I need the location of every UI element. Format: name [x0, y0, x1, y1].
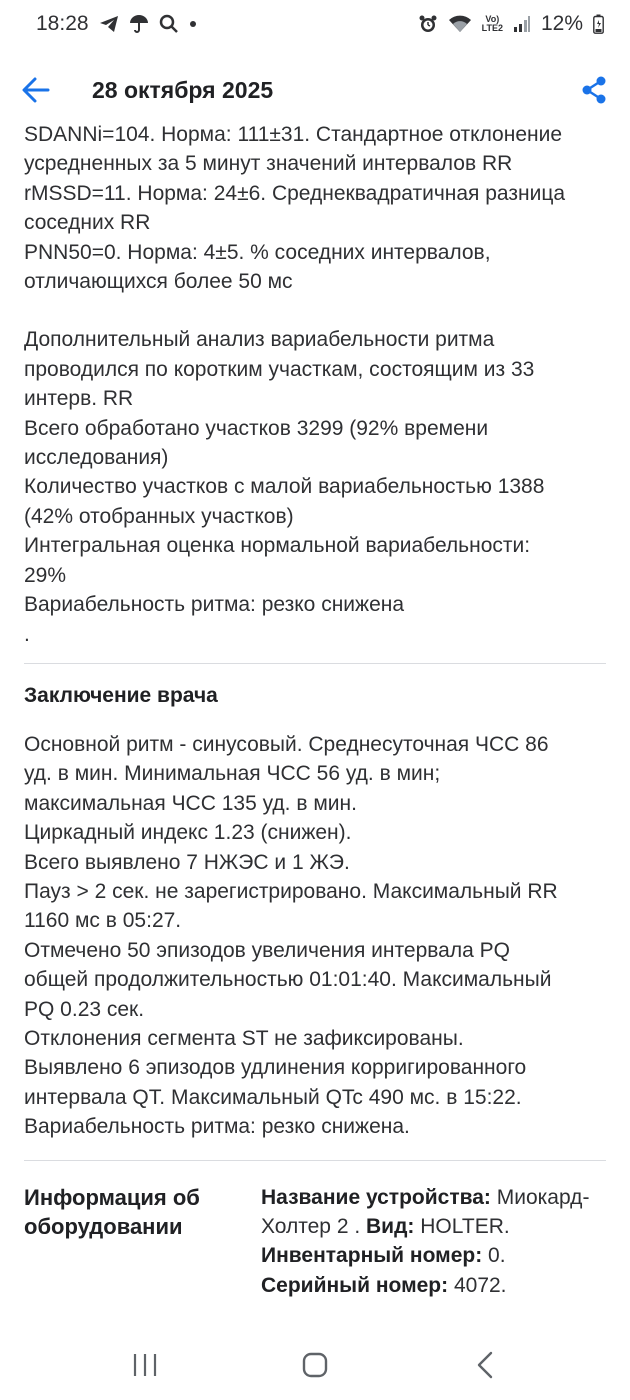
- serial-label: Серийный номер:: [261, 1273, 449, 1297]
- conclusion-line: общей продолжительностью 01:01:40. Максимальный: [24, 968, 552, 992]
- report-body: [24, 122, 606, 1300]
- home-button[interactable]: [291, 1341, 339, 1389]
- inventory-label: Инвентарный номер:: [261, 1244, 483, 1268]
- conclusion-line: Всего выявлено 7 НЖЭС и 1 ЖЭ.: [24, 850, 350, 874]
- equipment-title: Информация об оборудовании: [24, 1184, 200, 1239]
- equipment-section: [24, 1183, 606, 1301]
- share-icon: [581, 76, 607, 104]
- battery-percent: 12%: [540, 12, 583, 35]
- hrv-analysis: [24, 325, 606, 648]
- section-divider: [24, 1160, 606, 1161]
- spacer: [24, 296, 606, 325]
- analysis-line: Количество участков с малой вариабельностью 1388: [24, 475, 545, 499]
- report-line: усредненных за 5 минут значений интервалов RR: [24, 152, 513, 176]
- dot-icon: [189, 20, 197, 28]
- analysis-line: .: [24, 622, 30, 646]
- status-time: 18:28: [36, 12, 89, 35]
- report-line: PNN50=0. Норма: 4±5. % соседних интервалов,: [24, 240, 491, 264]
- device-name-value: Миокард-: [490, 1185, 590, 1209]
- analysis-line: (42% отобранных участков): [24, 504, 294, 528]
- section-divider: [24, 663, 606, 664]
- conclusion-line: Выявлено 6 эпизодов удлинения корригированного: [24, 1056, 527, 1080]
- inventory-value: 0.: [482, 1244, 506, 1268]
- hrv-metrics: [24, 122, 606, 296]
- analysis-line: Дополнительный анализ вариабельности ритма: [24, 328, 495, 352]
- conclusion-line: Отклонения сегмента ST не зафиксированы.: [24, 1026, 464, 1050]
- analysis-line: проводился по коротким участкам, состоящим из 33: [24, 357, 535, 381]
- analysis-line: интерв. RR: [24, 387, 134, 411]
- analysis-line: Всего обработано участков 3299 (92% времени: [24, 416, 489, 440]
- report-line: SDANNi=104. Норма: 111±31. Стандартное отклонение: [24, 123, 563, 146]
- device-type-label: Вид:: [366, 1215, 415, 1238]
- conclusion-line: максимальная ЧСС 135 уд. в мин.: [24, 791, 357, 815]
- alarm-icon: [418, 14, 438, 34]
- serial-line: [261, 1271, 606, 1300]
- analysis-line: 29%: [24, 563, 67, 587]
- page-title: 28 октября 2025: [92, 76, 274, 103]
- app-bar: [0, 58, 630, 122]
- home-icon: [302, 1352, 328, 1378]
- arrow-left-icon: [22, 77, 50, 103]
- device-name-label: Название устройства:: [261, 1185, 491, 1209]
- report-line: отличающихся более 50 мс: [24, 270, 293, 294]
- report-line: соседних RR: [24, 211, 151, 235]
- conclusion-line: Циркадный индекс 1.23 (снижен).: [24, 821, 352, 845]
- conclusion-line: Пауз > 2 сек. не зарегистрировано. Максимальный RR: [24, 879, 558, 903]
- status-left: [36, 12, 197, 36]
- battery-icon: [593, 14, 604, 34]
- report-line: rMSSD=11. Норма: 24±6. Среднеквадратичная разница: [24, 181, 566, 205]
- umbrella-icon: [129, 14, 149, 34]
- inventory-line: [261, 1241, 606, 1270]
- conclusion-line: PQ 0.23 сек.: [24, 997, 145, 1021]
- share-button[interactable]: [578, 74, 610, 106]
- conclusion-title: Заключение врача: [24, 683, 218, 707]
- device-type-value: HOLTER.: [414, 1215, 510, 1238]
- conclusion-line: уд. в мин. Минимальная ЧСС 56 уд. в мин;: [24, 762, 441, 786]
- conclusion-line: интервала QT. Максимальный QTc 490 мс. в 15:22.: [24, 1085, 522, 1109]
- conclusion-line: Отмечено 50 эпизодов увеличения интервала PQ: [24, 938, 510, 962]
- analysis-line: Вариабельность ритма: резко снижена: [24, 593, 405, 617]
- device-name-value-cont: Холтер 2 .: [261, 1215, 361, 1238]
- serial-value: 4072.: [448, 1273, 507, 1297]
- lte-icon: Vo) LTE2: [481, 14, 503, 33]
- conclusion-text: [24, 730, 606, 1142]
- recent-apps-icon: [132, 1353, 158, 1377]
- device-name-line-1: [261, 1183, 606, 1212]
- recent-apps-button[interactable]: [121, 1341, 169, 1389]
- wifi-icon: [448, 15, 472, 33]
- status-bar: [0, 0, 630, 48]
- conclusion-line: 1160 мс в 05:27.: [24, 909, 182, 933]
- back-nav-icon: [476, 1351, 494, 1379]
- conclusion-line: Основной ритм - синусовый. Среднесуточная ЧСС 86: [24, 732, 549, 756]
- equipment-info: [261, 1183, 606, 1301]
- status-right: [418, 12, 604, 36]
- conclusion-line: Вариабельность ритма: резко снижена.: [24, 1115, 410, 1139]
- telegram-icon: [99, 15, 119, 33]
- search-icon: [159, 14, 179, 34]
- report-content[interactable]: [0, 122, 630, 1330]
- analysis-line: исследования): [24, 446, 169, 470]
- analysis-line: Интегральная оценка нормальной вариабельности:: [24, 534, 531, 558]
- back-nav-button[interactable]: [461, 1341, 509, 1389]
- system-nav-bar: [0, 1330, 630, 1400]
- signal-icon: [513, 15, 531, 33]
- back-button[interactable]: [20, 74, 52, 106]
- device-name-line-2: [261, 1212, 606, 1241]
